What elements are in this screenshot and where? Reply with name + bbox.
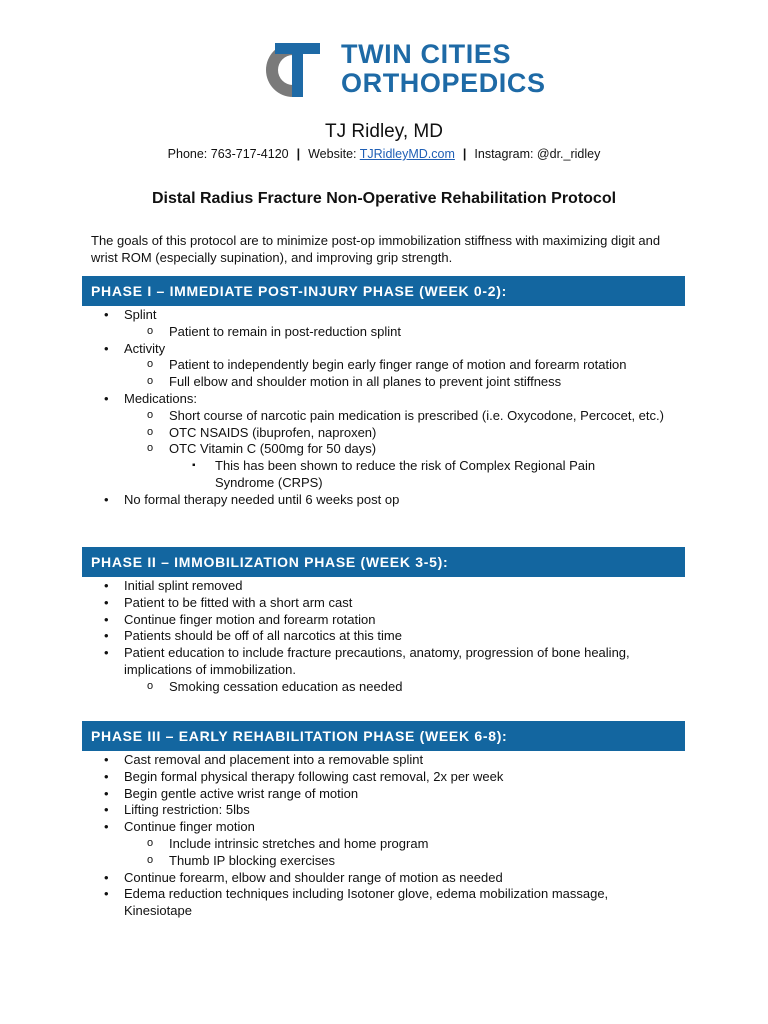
- list-item: • Activity: [0, 341, 644, 358]
- list-item: o Patient to independently begin early finger range of motion and forearm rotation: [0, 357, 689, 374]
- phase-1-list: [0, 307, 768, 509]
- list-item: • Splint: [0, 307, 644, 324]
- phase-1-heading: PHASE I – IMMEDIATE POST-INJURY PHASE (WEEK 0-2):: [82, 276, 685, 306]
- list-item: • Patient to be fitted with a short arm cast: [0, 595, 644, 612]
- phone-text: Phone: 763-717-4120: [167, 147, 289, 161]
- phase-3-heading: PHASE III – EARLY REHABILITATION PHASE (WEEK 6-8):: [82, 721, 685, 751]
- logo-line-2: ORTHOPEDICS: [341, 68, 546, 98]
- list-item: • Patients should be off of all narcotics at this time: [0, 628, 644, 645]
- list-item: o Patient to remain in post-reduction splint: [0, 324, 689, 341]
- list-item: ▪ This has been shown to reduce the risk of Complex Regional Pain Syndrome (CRPS): [0, 458, 635, 492]
- list-item: • Continue forearm, elbow and shoulder range of motion as needed: [0, 870, 644, 887]
- contact-line: [0, 147, 768, 161]
- list-item: • Begin formal physical therapy following cast removal, 2x per week: [0, 769, 644, 786]
- list-item: o OTC NSAIDS (ibuprofen, naproxen): [0, 425, 689, 442]
- separator: |: [296, 147, 301, 161]
- list-item: • Initial splint removed: [0, 578, 644, 595]
- logo-wordmark: [341, 40, 546, 98]
- list-item: o Smoking cessation education as needed: [0, 679, 689, 696]
- document-title: Distal Radius Fracture Non-Operative Rehabilitation Protocol: [151, 190, 617, 207]
- phase-2-list: [0, 578, 768, 696]
- list-item: • Medications:: [0, 391, 644, 408]
- list-item: • Cast removal and placement into a removable splint: [0, 752, 644, 769]
- list-item: o OTC Vitamin C (500mg for 50 days): [0, 441, 689, 458]
- tc-logo-icon: [253, 40, 333, 100]
- logo-line-1: TWIN CITIES: [341, 39, 512, 69]
- list-item: • Continue finger motion and forearm rotation: [0, 612, 644, 629]
- list-item: • No formal therapy needed until 6 weeks post op: [0, 492, 644, 509]
- website-label: Website:: [308, 147, 357, 161]
- website-link[interactable]: TJRidleyMD.com: [359, 147, 455, 161]
- instagram-text: Instagram: @dr._ridley: [474, 147, 601, 161]
- practice-logo: [253, 39, 546, 100]
- phase-2-heading: PHASE II – IMMOBILIZATION PHASE (WEEK 3-5):: [82, 547, 685, 577]
- list-item: • Lifting restriction: 5lbs: [0, 802, 644, 819]
- separator: |: [462, 147, 467, 161]
- list-item: • Begin gentle active wrist range of motion: [0, 786, 644, 803]
- list-item: • Edema reduction techniques including Isotoner glove, edema mobilization massage, Kinesiotape: [0, 886, 644, 920]
- list-item: o Include intrinsic stretches and home program: [0, 836, 689, 853]
- list-item: o Short course of narcotic pain medication is prescribed (i.e. Oxycodone, Percocet, etc.): [0, 408, 679, 425]
- list-item: • Patient education to include fracture precautions, anatomy, progression of bone healing, implications of immobilization.: [0, 645, 669, 679]
- doctor-name: TJ Ridley, MD: [325, 121, 443, 142]
- list-item: o Thumb IP blocking exercises: [0, 853, 689, 870]
- list-item: o Full elbow and shoulder motion in all planes to prevent joint stiffness: [0, 374, 689, 391]
- list-item: • Continue finger motion: [0, 819, 644, 836]
- phase-3-list: [0, 752, 768, 920]
- intro-paragraph: The goals of this protocol are to minimize post-op immobilization stiffness with maximizing digit and wrist ROM (especially supination), and improving grip strength.: [91, 233, 661, 265]
